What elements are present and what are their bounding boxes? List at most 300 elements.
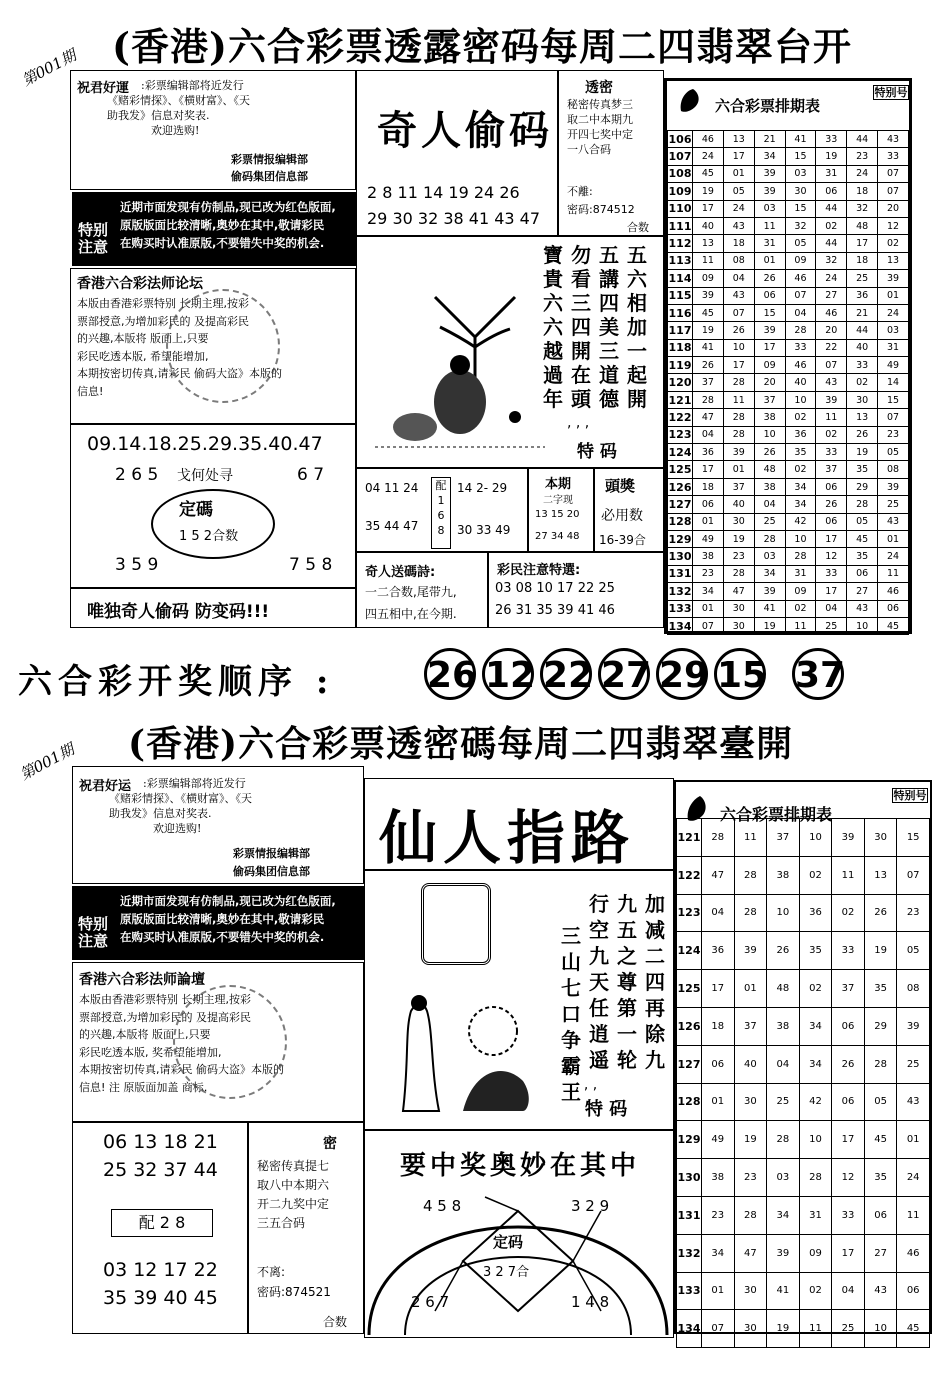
table-row xyxy=(677,1045,930,1083)
table-row xyxy=(677,932,930,970)
number-cell: 40 xyxy=(693,217,724,234)
poem-col: 加减二四再除九 xyxy=(645,892,665,1072)
number-cell: 08 xyxy=(723,252,754,269)
number-cell: 38 xyxy=(693,548,724,565)
table-row xyxy=(668,270,909,287)
number-cell: 04 xyxy=(832,1272,865,1310)
number-cell: 32 xyxy=(847,200,878,217)
schedule-table-bottom xyxy=(676,818,930,1348)
number-cell: 34 xyxy=(754,565,785,582)
number-cell: 14 xyxy=(878,374,909,391)
number-cell: 05 xyxy=(847,513,878,530)
table-row xyxy=(668,374,909,391)
number-cell: 20 xyxy=(754,374,785,391)
number-cell: 47 xyxy=(734,1234,767,1272)
number-cell: 06 xyxy=(847,565,878,582)
number-cell: 19 xyxy=(864,932,897,970)
number-cell: 23 xyxy=(847,148,878,165)
current-row1: 13 15 20 xyxy=(535,509,580,520)
number-cell: 37 xyxy=(723,478,754,495)
number-cell: 46 xyxy=(897,1234,930,1272)
number-cell: 06 xyxy=(816,183,847,200)
period-cell: 106 xyxy=(668,131,693,148)
number-cell: 34 xyxy=(702,1234,735,1272)
prize-line1: 必用数 xyxy=(601,508,643,524)
number-cell: 28 xyxy=(734,856,767,894)
number-cell: 01 xyxy=(723,165,754,182)
number-cell: 46 xyxy=(816,304,847,321)
number-cell: 46 xyxy=(785,357,816,374)
period-cell: 133 xyxy=(677,1272,702,1310)
number-cell: 23 xyxy=(702,1196,735,1234)
forum-box-bottom xyxy=(72,962,364,1122)
number-cell: 02 xyxy=(799,970,832,1008)
secret-sum-label: 合数 xyxy=(323,1315,348,1329)
number-cell: 26 xyxy=(864,894,897,932)
schedule-tag: 特别号 xyxy=(874,86,908,99)
period-cell: 111 xyxy=(668,217,693,234)
number-cell: 39 xyxy=(897,1007,930,1045)
number-cell: 02 xyxy=(878,235,909,252)
table-row xyxy=(668,235,909,252)
table-row xyxy=(668,391,909,408)
table-row xyxy=(668,252,909,269)
number-cell: 01 xyxy=(878,530,909,547)
number-cell: 38 xyxy=(754,478,785,495)
table-row xyxy=(668,530,909,547)
number-cell: 34 xyxy=(799,1007,832,1045)
number-cell: 17 xyxy=(702,970,735,1008)
period-cell: 127 xyxy=(668,496,693,513)
period-cell: 108 xyxy=(668,165,693,182)
pair-right-bottom: 30 33 49 xyxy=(457,523,511,537)
number-cell: 01 xyxy=(693,513,724,530)
slogan-box-top xyxy=(70,588,356,628)
draw-ball: 29 xyxy=(656,648,708,700)
number-cell: 02 xyxy=(785,409,816,426)
forum-box-top xyxy=(70,268,356,424)
arc-box xyxy=(364,1130,674,1338)
number-cell: 28 xyxy=(864,1045,897,1083)
number-cell: 40 xyxy=(847,339,878,356)
schedule-title: 六合彩票排期表 xyxy=(715,97,821,115)
number-cell: 02 xyxy=(847,374,878,391)
secret-line: 取八中本期六 xyxy=(257,1178,330,1192)
number-cell: 19 xyxy=(816,148,847,165)
table-row xyxy=(668,565,909,582)
fixed-left-top: 2 6 5 xyxy=(115,465,159,485)
number-cell: 17 xyxy=(754,339,785,356)
schedule-title: 六合彩票排期表 xyxy=(720,805,833,824)
number-cell: 43 xyxy=(847,600,878,617)
number-cell: 42 xyxy=(785,513,816,530)
number-cell: 35 xyxy=(847,548,878,565)
number-cell: 34 xyxy=(799,1045,832,1083)
number-cell: 28 xyxy=(723,409,754,426)
number-cell: 02 xyxy=(799,1272,832,1310)
number-cell: 02 xyxy=(785,461,816,478)
number-cell: 26 xyxy=(754,270,785,287)
number-cell: 12 xyxy=(832,1159,865,1197)
number-cell: 12 xyxy=(816,548,847,565)
number-cell: 04 xyxy=(702,894,735,932)
draw-balls xyxy=(424,648,850,700)
number-cell: 36 xyxy=(799,894,832,932)
number-cell: 34 xyxy=(767,1196,800,1234)
greeting-box-bottom xyxy=(72,766,364,884)
table-row xyxy=(668,548,909,565)
number-cell: 11 xyxy=(799,1310,832,1348)
table-row xyxy=(668,617,909,634)
period-cell: 123 xyxy=(668,426,693,443)
greeting-title: 祝君好運 xyxy=(77,81,130,96)
number-cell: 11 xyxy=(832,856,865,894)
number-cell: 28 xyxy=(847,496,878,513)
number-cell: 25 xyxy=(847,270,878,287)
period-cell: 133 xyxy=(668,600,693,617)
current-box xyxy=(528,468,594,552)
number-cell: 43 xyxy=(878,131,909,148)
table-row xyxy=(668,322,909,339)
table-row xyxy=(677,819,930,857)
number-cell: 47 xyxy=(702,856,735,894)
notice-line: 近期市面发现有仿制品,现已改为红色版面, xyxy=(120,894,336,908)
number-cell: 27 xyxy=(816,287,847,304)
number-cell: 32 xyxy=(816,252,847,269)
period-cell: 114 xyxy=(668,270,693,287)
number-cell: 36 xyxy=(693,444,724,461)
fixed-sum: 1 5 2合数 xyxy=(179,529,239,544)
number-cell: 23 xyxy=(723,548,754,565)
number-cell: 26 xyxy=(816,496,847,513)
nums-row2: 25 32 37 44 xyxy=(103,1159,218,1181)
number-cell: 11 xyxy=(878,565,909,582)
frame-icon xyxy=(421,883,491,965)
fixed-numbers: 09.14.18.25.29.35.40.47 xyxy=(87,433,323,455)
number-cell: 43 xyxy=(816,374,847,391)
stamp-seal-icon xyxy=(166,289,280,403)
number-cell: 02 xyxy=(816,426,847,443)
period-cell: 125 xyxy=(668,461,693,478)
number-cell: 46 xyxy=(878,583,909,600)
fixed-label: 定码 xyxy=(493,1233,524,1251)
number-cell: 29 xyxy=(847,478,878,495)
secret-code: 密码:874521 xyxy=(257,1285,331,1299)
table-row xyxy=(677,970,930,1008)
prize-line2: 16-39合 xyxy=(599,533,646,547)
number-cell: 39 xyxy=(754,183,785,200)
number-cell: 44 xyxy=(816,200,847,217)
number-cell: 17 xyxy=(816,530,847,547)
stamp-seal-icon xyxy=(173,985,287,1099)
number-cell: 18 xyxy=(693,478,724,495)
period-cell: 134 xyxy=(677,1310,702,1348)
number-cell: 41 xyxy=(754,600,785,617)
table-row xyxy=(668,478,909,495)
number-cell: 36 xyxy=(702,932,735,970)
gift-box xyxy=(356,552,488,628)
number-cell: 07 xyxy=(693,617,724,634)
forum-line: 本期按密切传真,请彩民 偷码大盗》本版的 xyxy=(79,1063,284,1076)
number-cell: 45 xyxy=(693,304,724,321)
number-cell: 17 xyxy=(723,148,754,165)
period-cell: 131 xyxy=(668,565,693,582)
table-row xyxy=(677,1234,930,1272)
number-cell: 08 xyxy=(878,461,909,478)
headline-top: (香港)六合彩票透露密码每周二四翡翠台开 xyxy=(112,24,852,69)
number-cell: 39 xyxy=(767,1234,800,1272)
number-cell: 21 xyxy=(847,304,878,321)
period-cell: 124 xyxy=(677,932,702,970)
period-cell: 115 xyxy=(668,287,693,304)
number-cell: 25 xyxy=(816,617,847,634)
period-cell: 113 xyxy=(668,252,693,269)
number-cell: 31 xyxy=(878,339,909,356)
secret-line: 开四七奖中定 xyxy=(567,128,633,141)
number-cell: 04 xyxy=(816,600,847,617)
number-cell: 31 xyxy=(816,165,847,182)
notice-label: 特别注意 xyxy=(78,915,109,950)
immortal-illustration xyxy=(373,961,543,1121)
number-cell: 25 xyxy=(754,513,785,530)
number-cell: 10 xyxy=(767,894,800,932)
number-cell: 43 xyxy=(864,1272,897,1310)
number-cell: 27 xyxy=(864,1234,897,1272)
greeting-line: 《赌彩情探》、《横财富》、《天 xyxy=(107,94,250,107)
notice-line: 在购买时认准原版,不要错失中奖的机会. xyxy=(120,236,325,250)
table-row xyxy=(668,183,909,200)
notice-box-bottom xyxy=(72,886,364,960)
number-cell: 34 xyxy=(754,148,785,165)
number-cell: 24 xyxy=(878,548,909,565)
nums-row1: 06 13 18 21 xyxy=(103,1131,218,1153)
number-cell: 28 xyxy=(723,374,754,391)
number-cell: 20 xyxy=(878,200,909,217)
secret-note: 不离: xyxy=(257,1265,286,1279)
draw-ball: 22 xyxy=(540,648,592,700)
number-cell: 21 xyxy=(754,131,785,148)
table-row xyxy=(677,1310,930,1348)
number-cell: 43 xyxy=(723,217,754,234)
number-cell: 04 xyxy=(754,496,785,513)
greeting-title: 祝君好运 xyxy=(79,779,132,794)
number-cell: 11 xyxy=(734,819,767,857)
number-cell: 13 xyxy=(847,409,878,426)
number-cell: 25 xyxy=(767,1083,800,1121)
poem-col: 九五之尊第一轮 xyxy=(617,892,637,1072)
number-cell: 25 xyxy=(897,1045,930,1083)
issue-label-top: 第001期 xyxy=(18,46,80,90)
number-cell: 37 xyxy=(832,970,865,1008)
draw-ball: 12 xyxy=(482,648,534,700)
qiren-row1: 2 8 11 14 19 24 26 xyxy=(367,183,520,202)
number-cell: 04 xyxy=(723,270,754,287)
number-cell: 17 xyxy=(832,1121,865,1159)
poem-col: 五講四美三道德 xyxy=(599,243,619,411)
number-cell: 10 xyxy=(799,819,832,857)
table-row xyxy=(668,287,909,304)
number-cell: 01 xyxy=(878,287,909,304)
table-row xyxy=(677,1159,930,1197)
number-cell: 47 xyxy=(723,583,754,600)
number-cell: 17 xyxy=(723,357,754,374)
number-cell: 06 xyxy=(897,1272,930,1310)
nums-row4: 35 39 40 45 xyxy=(103,1287,218,1309)
number-cell: 07 xyxy=(878,409,909,426)
number-cell: 01 xyxy=(897,1121,930,1159)
number-cell: 02 xyxy=(832,894,865,932)
number-cell: 26 xyxy=(723,322,754,339)
number-cell: 34 xyxy=(693,583,724,600)
number-cell: 31 xyxy=(754,235,785,252)
table-row xyxy=(677,1272,930,1310)
fixed-right-bottom: 7 5 8 xyxy=(289,555,333,575)
secret-line: 取二中本期九 xyxy=(567,113,633,126)
number-cell: 26 xyxy=(693,357,724,374)
poem-col: 五六相加一起開 xyxy=(627,243,647,411)
number-cell: 26 xyxy=(767,932,800,970)
period-cell: 130 xyxy=(668,548,693,565)
greeting-line: 助我发》信息对奖表. xyxy=(107,109,210,122)
poem-col: 勿看三四開在頭 xyxy=(571,243,591,411)
number-cell: 06 xyxy=(693,496,724,513)
number-cell: 33 xyxy=(832,1196,865,1234)
draw-ball: 26 xyxy=(424,648,476,700)
number-cell: 41 xyxy=(785,131,816,148)
number-cell: 02 xyxy=(816,217,847,234)
number-cell: 39 xyxy=(816,391,847,408)
number-cell: 05 xyxy=(785,235,816,252)
number-cell: 01 xyxy=(734,970,767,1008)
number-cell: 41 xyxy=(693,339,724,356)
forum-line: 的兴趣,本版将 版面上,只要 xyxy=(77,332,209,345)
number-cell: 17 xyxy=(832,1234,865,1272)
number-cell: 13 xyxy=(693,235,724,252)
period-cell: 123 xyxy=(677,894,702,932)
fixed-label: 定碼 xyxy=(179,500,213,520)
fixed-top-left: 4 5 8 xyxy=(423,1197,462,1215)
fixed-bottom-left: 2 6 7 xyxy=(411,1293,450,1311)
number-cell: 11 xyxy=(816,409,847,426)
number-cell: 48 xyxy=(754,461,785,478)
number-cell: 06 xyxy=(832,1007,865,1045)
number-cell: 24 xyxy=(878,304,909,321)
draw-label: 六合彩开奖顺序 : xyxy=(18,662,335,702)
forum-title: 香港六合彩法师論壇 xyxy=(79,972,205,988)
greeting-box-top xyxy=(70,70,356,190)
number-cell: 30 xyxy=(723,600,754,617)
number-cell: 41 xyxy=(767,1272,800,1310)
forum-title: 香港六合彩法师论坛 xyxy=(77,276,203,292)
secret-line: 秘密传真梦三 xyxy=(567,98,633,111)
issue-label-bottom: 第001期 xyxy=(16,740,78,784)
fixed-code-box-top xyxy=(70,424,356,588)
number-cell: 33 xyxy=(816,131,847,148)
number-cell: 34 xyxy=(785,478,816,495)
draw-ball: 15 xyxy=(714,648,766,700)
number-cell: 46 xyxy=(693,131,724,148)
period-cell: 110 xyxy=(668,200,693,217)
number-cell: 06 xyxy=(878,600,909,617)
table-row xyxy=(668,357,909,374)
number-cell: 07 xyxy=(878,165,909,182)
number-cell: 38 xyxy=(767,1007,800,1045)
number-cell: 29 xyxy=(864,1007,897,1045)
number-cell: 33 xyxy=(832,932,865,970)
number-cell: 05 xyxy=(878,444,909,461)
number-cell: 28 xyxy=(767,1121,800,1159)
number-cell: 35 xyxy=(799,932,832,970)
number-cell: 47 xyxy=(693,409,724,426)
schedule-box-top xyxy=(664,78,912,634)
notice-line: 在购买时认准原版,不要错失中奖的机会. xyxy=(120,930,325,944)
number-cell: 38 xyxy=(702,1159,735,1197)
number-cell: 02 xyxy=(785,600,816,617)
number-cell: 48 xyxy=(847,217,878,234)
number-cell: 10 xyxy=(864,1310,897,1348)
number-cell: 26 xyxy=(832,1045,865,1083)
secret-sum-label: 合数 xyxy=(627,221,649,234)
period-cell: 125 xyxy=(677,970,702,1008)
number-cell: 39 xyxy=(723,444,754,461)
number-cell: 07 xyxy=(785,287,816,304)
pair-left-bottom: 35 44 47 xyxy=(365,519,419,533)
fixed-middle: 戈何处寻 xyxy=(177,468,233,484)
number-cell: 39 xyxy=(734,932,767,970)
qiren-box xyxy=(356,70,558,236)
period-cell: 132 xyxy=(668,583,693,600)
table-row xyxy=(668,131,909,148)
number-cell: 33 xyxy=(816,444,847,461)
draw-special-ball: 37 xyxy=(792,648,844,700)
number-cell: 06 xyxy=(832,1083,865,1121)
number-cell: 07 xyxy=(816,357,847,374)
number-cell: 07 xyxy=(702,1310,735,1348)
number-cell: 24 xyxy=(847,165,878,182)
numbers-box-bottom xyxy=(72,1122,248,1334)
attention-row1: 03 08 10 17 22 25 xyxy=(495,581,615,596)
number-cell: 45 xyxy=(847,530,878,547)
dragon-icon xyxy=(677,85,699,115)
pair-mid: 6 xyxy=(437,509,445,522)
number-cell: 35 xyxy=(864,1159,897,1197)
secret-title: 密 xyxy=(323,1136,337,1152)
arc-text: 要中奖奥妙在其中 xyxy=(399,1151,640,1181)
number-cell: 30 xyxy=(734,1083,767,1121)
table-row xyxy=(677,1007,930,1045)
number-cell: 37 xyxy=(754,391,785,408)
number-cell: 13 xyxy=(864,856,897,894)
number-cell: 28 xyxy=(734,894,767,932)
number-cell: 33 xyxy=(878,148,909,165)
number-cell: 30 xyxy=(864,819,897,857)
number-cell: 49 xyxy=(702,1121,735,1159)
number-cell: 05 xyxy=(864,1083,897,1121)
period-cell: 132 xyxy=(677,1234,702,1272)
number-cell: 38 xyxy=(767,856,800,894)
secret-note: 不離: xyxy=(567,185,593,198)
greeting-line: :彩票编辑部将近发行 xyxy=(143,777,246,790)
fixed-sum: 3 2 7合 xyxy=(483,1265,530,1280)
table-row xyxy=(668,461,909,478)
number-cell: 15 xyxy=(897,819,930,857)
current-title: 本期 xyxy=(545,477,572,492)
number-cell: 38 xyxy=(754,409,785,426)
period-cell: 134 xyxy=(668,617,693,634)
number-cell: 33 xyxy=(847,357,878,374)
number-cell: 24 xyxy=(897,1159,930,1197)
number-cell: 43 xyxy=(897,1083,930,1121)
